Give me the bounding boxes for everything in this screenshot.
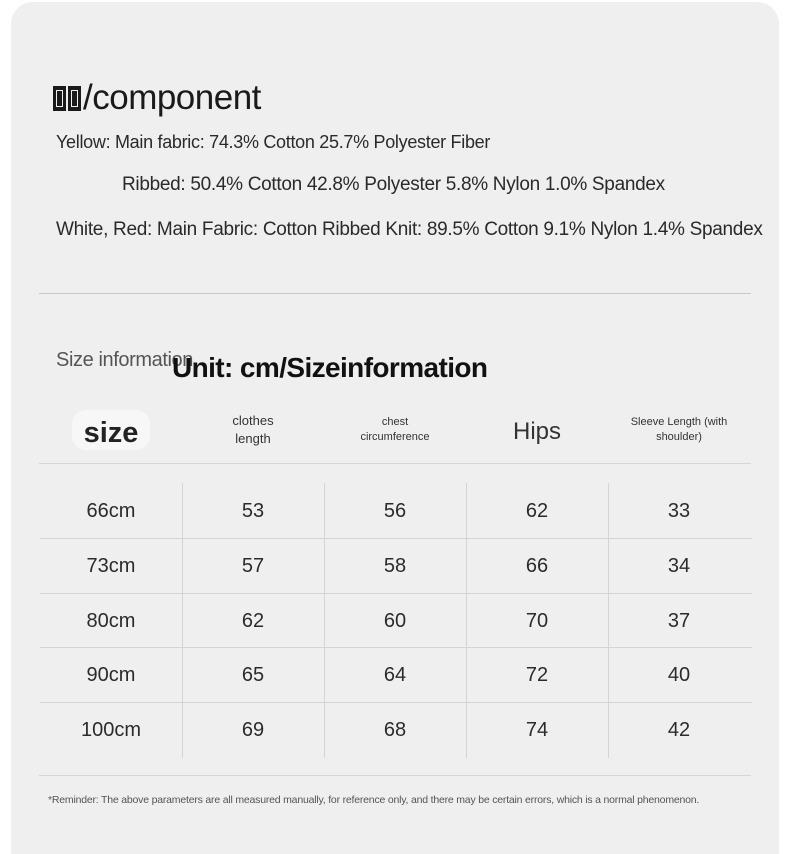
reminder-note: *Reminder: The above parameters are all measured manually, for reference only, and there may be certain errors, which is a normal phenomenon. — [48, 794, 700, 806]
cell-sleeve: 42 — [667, 718, 691, 741]
header-sleeve-line1: Sleeve Length (with — [630, 416, 728, 429]
unit-label: Unit: cm/Sizeinformation — [172, 352, 488, 383]
header-chest-circumference — [324, 410, 466, 450]
header-chest-line1: chest — [381, 416, 409, 429]
missing-glyph-icon — [53, 86, 66, 111]
cell-hips: 66 — [525, 554, 549, 577]
section-divider — [39, 293, 751, 294]
cell-sleeve: 33 — [667, 499, 691, 522]
table-row — [40, 594, 752, 648]
cell-chest: 58 — [383, 554, 407, 577]
cell-hips: 62 — [525, 499, 549, 522]
cell-sleeve: 37 — [667, 609, 691, 632]
cell-sleeve: 40 — [667, 663, 691, 686]
cell-clothes-length: 62 — [241, 609, 265, 632]
cell-clothes-length: 65 — [241, 663, 265, 686]
cell-chest: 56 — [383, 499, 407, 522]
header-chest-line2: circumference — [360, 431, 430, 443]
cell-chest: 68 — [383, 718, 407, 741]
header-size: size — [83, 417, 139, 450]
cell-chest: 60 — [383, 609, 407, 632]
cell-size: 66cm — [86, 499, 136, 522]
cell-clothes-length: 53 — [241, 499, 265, 522]
header-sleeve-length — [608, 410, 750, 450]
header-clothes-length-line1: clothes — [232, 413, 274, 429]
cell-size: 90cm — [86, 663, 136, 686]
cell-hips: 72 — [525, 663, 549, 686]
table-row — [40, 703, 752, 757]
composition-line-white-red: White, Red: Main Fabric: Cotton Ribbed Knit: 89.5% Cotton 9.1% Nylon 1.4% Spandex — [56, 219, 763, 240]
cell-size: 100cm — [80, 718, 142, 741]
header-sleeve-line2: shoulder) — [656, 431, 702, 443]
cell-clothes-length: 69 — [241, 718, 265, 741]
table-row — [40, 648, 752, 702]
header-clothes-length — [182, 410, 324, 450]
table-bottom-divider — [39, 775, 751, 776]
cell-clothes-length: 57 — [241, 554, 265, 577]
composition-line-ribbed: Ribbed: 50.4% Cotton 42.8% Polyester 5.8% Nylon 1.0% Spandex — [122, 174, 665, 195]
composition-title-text: /component — [83, 78, 261, 117]
table-row — [40, 484, 752, 538]
cell-size: 80cm — [86, 609, 136, 632]
cell-size: 73cm — [86, 554, 136, 577]
header-clothes-length-line2: length — [235, 431, 271, 446]
table-row — [40, 539, 752, 593]
cell-chest: 64 — [383, 663, 407, 686]
missing-glyph-icon — [68, 86, 81, 111]
cell-hips: 70 — [525, 609, 549, 632]
cell-sleeve: 34 — [667, 554, 691, 577]
header-divider — [39, 463, 751, 464]
composition-line-yellow: Yellow: Main fabric: 74.3% Cotton 25.7% Polyester Fiber — [56, 132, 491, 152]
composition-title — [53, 78, 261, 118]
size-information-label: Size information — [56, 349, 193, 371]
header-hips: Hips — [512, 417, 561, 445]
cell-hips: 74 — [525, 718, 549, 741]
